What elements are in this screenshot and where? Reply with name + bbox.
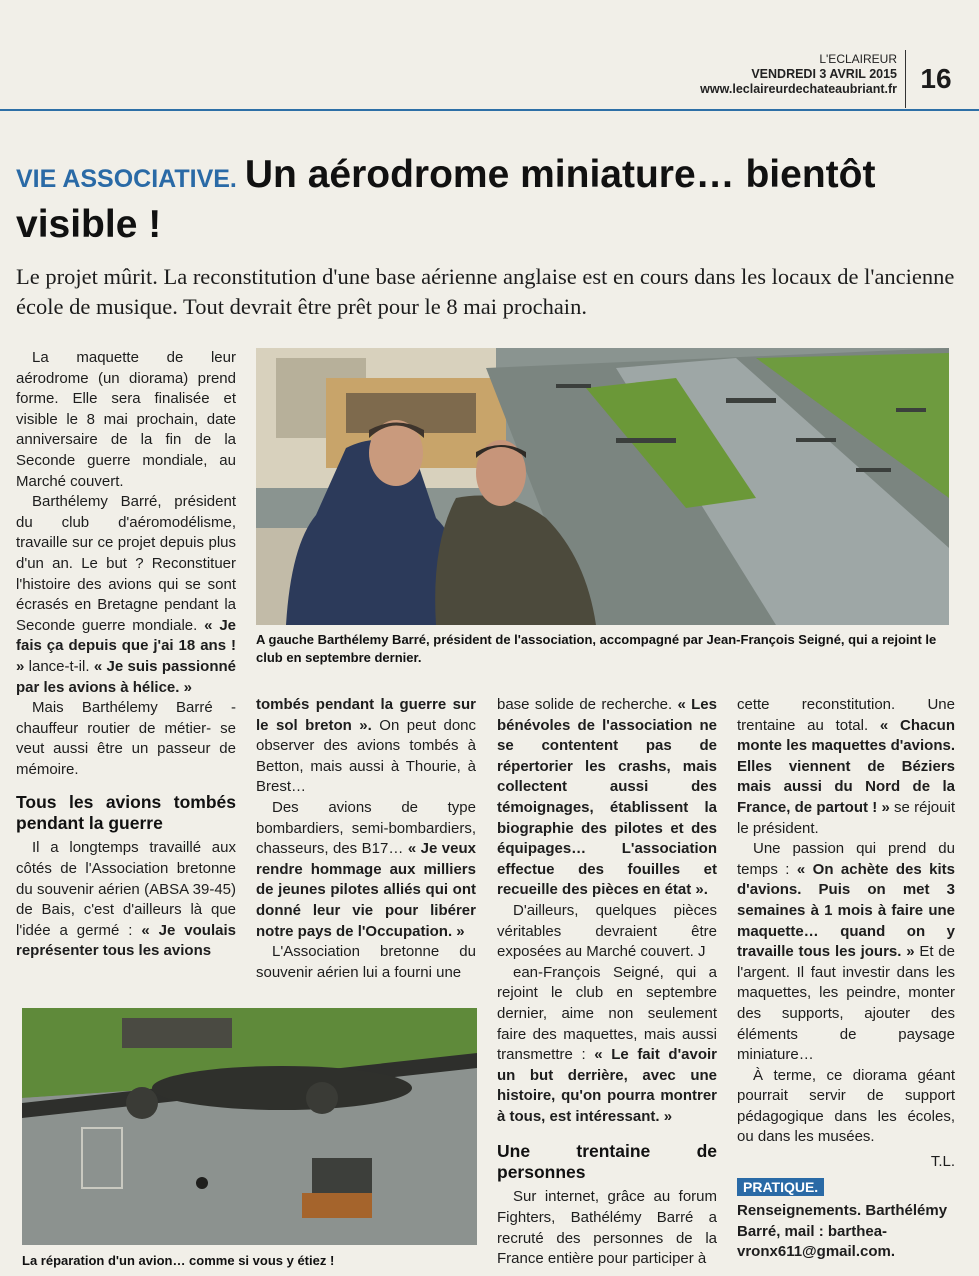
diorama-photo-aircraft-repair: [22, 1008, 477, 1245]
photo1-caption: A gauche Barthélemy Barré, président de l'association, accompagné par Jean-François Seigné, qui a rejoint le club en septembre dernier.: [256, 632, 937, 665]
column-1: [16, 348, 236, 962]
subheading: Tous les avions tombés pendant la guerre: [16, 792, 236, 834]
paragraph: Mais Barthélemy Barré -chauffeur routier de métier- se veut aussi être un passeur de mémoire.: [16, 699, 236, 778]
column-2: [256, 695, 476, 983]
paragraph: Sur internet, grâce au forum Fighters, Bathélémy Barré a recruté des personnes de la France entière pour participer à: [497, 1188, 717, 1268]
column-3: [497, 695, 717, 1270]
paragraph: [737, 695, 955, 839]
aircraft-photo-illustration: [22, 1008, 477, 1245]
text-run: ean-François Seigné, qui a rejoint le club en septembre dernier, aime non seulement faire des maquettes, mais aussi transmettre :: [497, 963, 717, 1064]
section-kicker: VIE ASSOCIATIVE.: [16, 165, 237, 193]
quote: « Je suis passionné par les avions à hélice. »: [16, 657, 236, 696]
diorama-photo-illustration: [256, 348, 949, 625]
paragraph: La maquette de leur aérodrome (un diorama) prend forme. Elle sera finalisée et visible le 8 mai prochain, date anniversaire de la fin de la Seconde guerre mondiale, au Marché couvert.: [16, 349, 236, 490]
photo2-caption: La réparation d'un avion… comme si vous y étiez !: [22, 1253, 335, 1268]
subheading: Une trentaine de personnes: [497, 1141, 717, 1183]
paragraph: [16, 492, 236, 698]
quote: « Les bénévoles de l'association ne se contentent pas de répertorier les crashs, mais collectent aussi des témoignages, établissent la biographie des pilotes et des équipages… L'association effectue des fouilles et recueille des pièces en état ».: [497, 696, 717, 899]
text-run: Et de l'argent. Il faut investir dans les maquettes, les peindre, monter des supports, ajouter des éléments de paysage miniature…: [737, 943, 955, 1064]
quote: « Je veux rendre hommage aux milliers de jeunes pilotes alliés qui ont donné leur vie pour libérer notre pays de l'Occupation. »: [256, 840, 476, 940]
page-number: 16: [905, 50, 966, 108]
paragraph: [737, 839, 955, 1066]
author-signature: T.L.: [930, 1153, 955, 1171]
paragraph: [256, 695, 476, 798]
text-run: Des avions de type bombardiers, semi-bombardiers, chasseurs, des B17…: [256, 798, 476, 858]
paragraph: [497, 963, 717, 1128]
header-rule: [0, 109, 979, 111]
publication-name: L'ECLAIREUR: [819, 52, 897, 66]
headline-text: Un aérodrome miniature… bientôt visible !: [16, 153, 876, 246]
paragraph: [256, 798, 476, 942]
paragraph: D'ailleurs, quelques pièces véritables devraient être exposées au Marché couvert. J: [497, 901, 717, 961]
paragraph: [497, 695, 717, 901]
text-run: Il a longtemps travaillé aux côtés de l'Association bretonne du souvenir aérien (ABSA 39-45) de Bais, c'est d'ailleurs là que l'idée a germé :: [16, 839, 236, 939]
text-run: base solide de recherche.: [497, 696, 678, 713]
quote: « On achète des kits d'avions. Puis on met 3 semaines à 1 mois à faire une maquette… quand on y travaille tous les jours. »: [737, 860, 955, 961]
article-headline: [16, 152, 966, 248]
issue-date: VENDREDI 3 AVRIL 2015: [751, 67, 897, 81]
pratique-label: PRATIQUE.: [737, 1178, 824, 1196]
column-4: [737, 695, 955, 1173]
text-run: cette reconstitution. Une trentaine au total.: [737, 696, 955, 734]
text-run: lance-t-il.: [24, 657, 94, 675]
quote: « Je voulais représenter tous les avions: [16, 921, 236, 960]
masthead-info: [700, 52, 897, 97]
text-run: Barthélemy Barré, président du club d'aéromodélisme, travaille sur ce projet depuis plus d'un an. Le but ? Reconstituer l'histoire des avions qui se sont écrasés en Bretagne pendant la Seconde guerre mondiale.: [16, 493, 236, 634]
diorama-photo-people: [256, 348, 949, 625]
quote: « Le fait d'avoir un but derrière, avec une histoire, qu'on pourra montrer à tous, est intéressant. »: [497, 1046, 718, 1125]
pratique-box: [737, 1178, 955, 1263]
quote: tombés pendant la guerre sur le sol breton ».: [256, 696, 476, 734]
website-url: www.leclaireurdechateaubriant.fr: [700, 82, 897, 96]
quote: « Je fais ça depuis que j'ai 18 ans ! »: [16, 616, 237, 675]
paragraph: L'Association bretonne du souvenir aérien lui a fourni une: [256, 943, 476, 981]
pratique-text: Renseignements. Barthélémy Barré, mail : barthea-vronx611@gmail.com.: [737, 1202, 948, 1261]
text-run: Une passion qui prend du temps :: [737, 840, 955, 878]
text-run: se réjouit le président.: [737, 798, 955, 837]
text-run: On peut donc observer des avions tombés à Betton, mais aussi à Thourie, à Brest…: [256, 716, 476, 796]
article-lead: Le projet mûrit. La reconstitution d'une base aérienne anglaise est en cours dans les locaux de l'ancienne école de musique. Tout devrait être prêt pour le 8 mai prochain.: [16, 264, 955, 319]
paragraph: [16, 838, 236, 962]
quote: « Chacun monte les maquettes d'avions. Elles viennent de Béziers mais aussi du Nord de la France, de partout ! »: [737, 716, 955, 816]
paragraph: À terme, ce diorama géant pourrait servir de support pédagogique dans les écoles, ou dans les musées.: [737, 1066, 955, 1146]
